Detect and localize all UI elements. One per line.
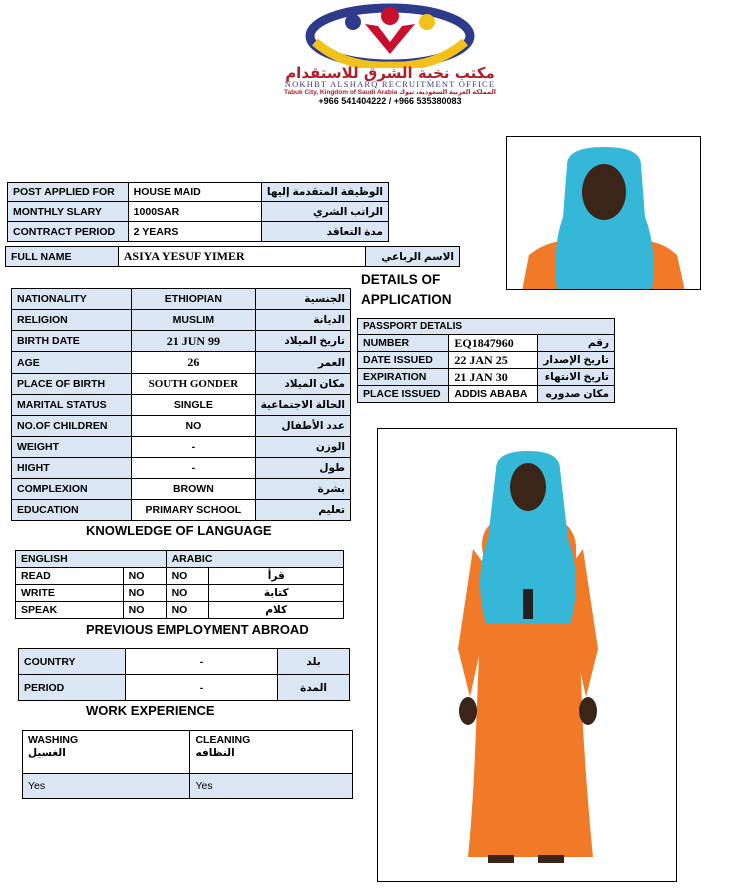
- language-table: [15, 550, 344, 619]
- personal-value: PRIMARY SCHOOL: [132, 500, 255, 521]
- full-name-label: FULL NAME: [6, 247, 119, 267]
- personal-value: MUSLIM: [132, 310, 255, 331]
- job-label-arabic: الوظيفة المتقدمة إليها: [261, 183, 388, 202]
- personal-label: WEIGHT: [12, 437, 132, 458]
- personal-label: AGE: [12, 352, 132, 374]
- personal-label: NATIONALITY: [12, 289, 132, 310]
- passport-table: [357, 318, 615, 403]
- job-label: CONTRACT PERIOD: [8, 222, 129, 242]
- logo-emblem-icon: [305, 2, 475, 68]
- experience-heading: WORK EXPERIENCE: [86, 703, 215, 718]
- experience-label-arabic: النظافه: [195, 747, 235, 759]
- passport-label-arabic: رقم: [538, 335, 615, 352]
- personal-label: PLACE OF BIRTH: [12, 374, 132, 395]
- experience-table: [22, 730, 353, 799]
- personal-value: NO: [132, 416, 255, 437]
- personal-label: NO.OF CHILDREN: [12, 416, 132, 437]
- personal-label-arabic: تعليم: [255, 500, 350, 521]
- personal-label-arabic: بشرة: [255, 479, 350, 500]
- passport-label: PLACE ISSUED: [358, 386, 449, 403]
- portrait-figure-icon: [507, 137, 701, 290]
- personal-label: BIRTH DATE: [12, 331, 132, 352]
- passport-label: DATE ISSUED: [358, 352, 449, 369]
- job-table: [7, 182, 389, 242]
- employment-value: -: [125, 649, 277, 675]
- employment-label-arabic: المدة: [278, 675, 350, 701]
- personal-label: MARITAL STATUS: [12, 395, 132, 416]
- personal-label: HIGHT: [12, 458, 132, 479]
- details-heading-line2: APPLICATION: [361, 292, 452, 307]
- personal-label: EDUCATION: [12, 500, 132, 521]
- job-value: 1000SAR: [128, 202, 261, 222]
- full-body-figure-icon: [378, 429, 677, 882]
- experience-item: [190, 731, 353, 774]
- personal-value: -: [132, 458, 255, 479]
- personal-label-arabic: مكان الميلاد: [255, 374, 350, 395]
- full-name-label-arabic: الاسم الرباعي: [366, 247, 460, 267]
- employment-table: [18, 648, 350, 701]
- passport-value: 21 JAN 30: [449, 369, 538, 386]
- full-name-table: [5, 246, 460, 267]
- job-value: 2 YEARS: [128, 222, 261, 242]
- details-heading-line1: DETAILS OF: [361, 272, 441, 287]
- employment-value: -: [125, 675, 277, 701]
- full-body-photo: [377, 428, 677, 882]
- language-col-english: ENGLISH: [16, 551, 167, 568]
- experience-value: Yes: [190, 774, 353, 799]
- experience-label: CLEANING: [195, 734, 251, 746]
- personal-value: 26: [132, 352, 255, 374]
- passport-label-arabic: تاريخ الانتهاء: [538, 369, 615, 386]
- job-label-arabic: الراتب الشري: [261, 202, 388, 222]
- employment-label: COUNTRY: [19, 649, 126, 675]
- language-label: READ: [16, 568, 124, 585]
- passport-label: EXPIRATION: [358, 369, 449, 386]
- language-heading: KNOWLEDGE OF LANGUAGE: [86, 523, 272, 538]
- personal-value: SINGLE: [132, 395, 255, 416]
- company-location: Tabuk City, Kingdom of Saudi Arabia المملكة العربية السعودية، تبوك: [283, 89, 497, 96]
- passport-title: PASSPORT DETALIS: [358, 319, 615, 335]
- company-phones: +966 541404222 / +966 535380083: [318, 96, 462, 106]
- experience-value: Yes: [23, 774, 190, 799]
- language-english-value: NO: [123, 568, 166, 585]
- language-english-value: NO: [123, 585, 166, 602]
- personal-value: 21 JUN 99: [132, 331, 255, 352]
- passport-value: EQ1847960: [449, 335, 538, 352]
- language-arabic-value: NO: [166, 585, 209, 602]
- personal-value: -: [132, 437, 255, 458]
- personal-label: COMPLEXION: [12, 479, 132, 500]
- job-label: POST APPLIED FOR: [8, 183, 129, 202]
- company-logo: [230, 0, 550, 110]
- language-english-value: NO: [123, 602, 166, 619]
- personal-value: SOUTH GONDER: [132, 374, 255, 395]
- passport-value: ADDIS ABABA: [449, 386, 538, 403]
- job-label-arabic: مدة التعاقد: [261, 222, 388, 242]
- experience-label-arabic: الغسيل: [28, 747, 66, 759]
- personal-label-arabic: عدد الأطفال: [255, 416, 350, 437]
- passport-label: NUMBER: [358, 335, 449, 352]
- personal-label-arabic: الحالة الاجتماعية: [255, 395, 350, 416]
- personal-table: [11, 288, 351, 521]
- full-name-value: ASIYA YESUF YIMER: [118, 247, 365, 267]
- language-col-arabic: ARABIC: [166, 551, 343, 568]
- employment-label: PERIOD: [19, 675, 126, 701]
- employment-label-arabic: بلد: [278, 649, 350, 675]
- language-arabic-value: NO: [166, 568, 209, 585]
- language-arabic-value: NO: [166, 602, 209, 619]
- personal-label-arabic: الجنسية: [255, 289, 350, 310]
- personal-label-arabic: العمر: [255, 352, 350, 374]
- personal-label-arabic: الوزن: [255, 437, 350, 458]
- language-label: WRITE: [16, 585, 124, 602]
- details-heading: [361, 270, 452, 310]
- language-label-arabic: قرأ: [209, 568, 344, 585]
- job-value: HOUSE MAID: [128, 183, 261, 202]
- personal-label-arabic: الديانة: [255, 310, 350, 331]
- personal-value: BROWN: [132, 479, 255, 500]
- employment-heading: PREVIOUS EMPLOYMENT ABROAD: [86, 622, 309, 637]
- passport-label-arabic: تاريخ الإصدار: [538, 352, 615, 369]
- personal-label: RELIGION: [12, 310, 132, 331]
- job-label: MONTHLY SLARY: [8, 202, 129, 222]
- experience-item: [23, 731, 190, 774]
- personal-label-arabic: طول: [255, 458, 350, 479]
- passport-value: 22 JAN 25: [449, 352, 538, 369]
- passport-label-arabic: مكان صدوره: [538, 386, 615, 403]
- company-name-english: NOKHBT ALSHARQ RECRUITMENT OFFICE: [284, 79, 496, 89]
- experience-label: WASHING: [28, 734, 79, 746]
- language-label: SPEAK: [16, 602, 124, 619]
- portrait-photo: [506, 136, 701, 290]
- language-label-arabic: كلام: [209, 602, 344, 619]
- language-label-arabic: كتابة: [209, 585, 344, 602]
- company-name-arabic: مكتب نخبة الشرق للاستقدام: [285, 64, 495, 82]
- personal-value: ETHIOPIAN: [132, 289, 255, 310]
- personal-label-arabic: تاريخ الميلاد: [255, 331, 350, 352]
